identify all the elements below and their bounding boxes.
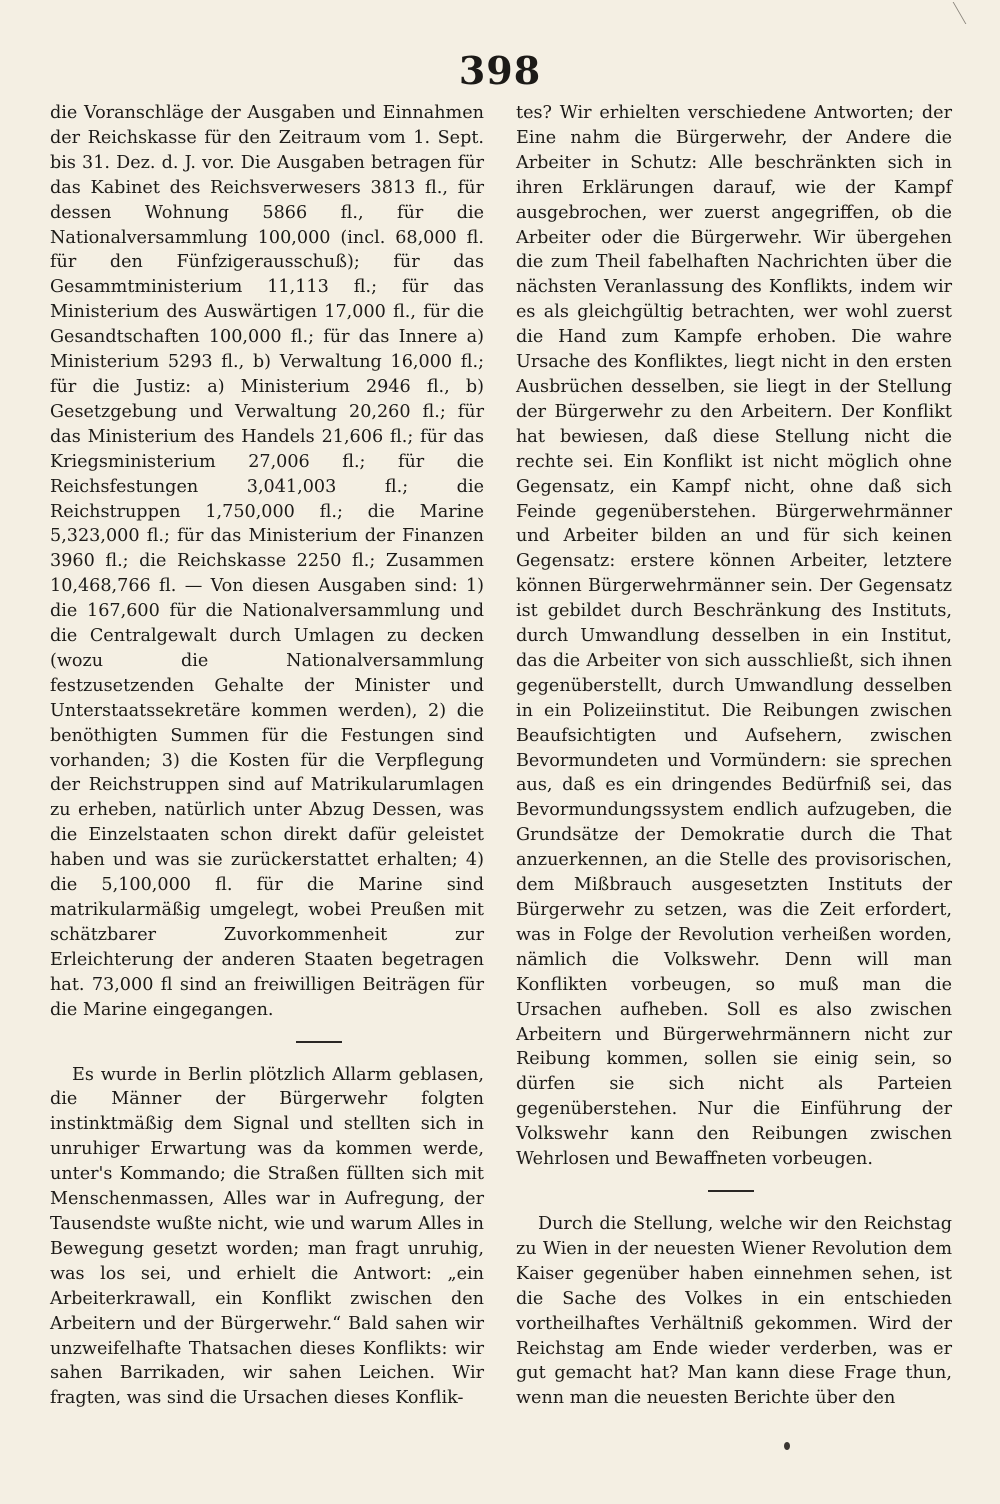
- section-divider: [296, 1041, 342, 1043]
- paragraph-budget: die Voranschläge der Ausgaben und Einnahmen der Reichskasse für den Zeitraum vom 1. Sept. bis 31. Dez. d. J. vor. Die Ausgaben betragen für das Kabinet des Reichsverwesers 3813 fl., für dessen Wohnung 5866 fl., für die Nationalversammlung 100,000 (incl. 68,000 fl. für den Fünfzigerausschuß); für das Gesammtministerium 11,113 fl.; für das Ministerium des Auswärtigen 17,000 fl., für die Gesandtschaften 100,000 fl.; für das Innere a) Ministerium 5293 fl., b) Verwaltung 16,000 fl.; für die Justiz: a) Ministerium 2946 fl., b) Gesetzgebung und Verwaltung 20,260 fl.; für das Ministerium des Handels 21,606 fl.; für das Kriegsministerium 27,006 fl.; für die Reichsfestungen 3,041,003 fl.; die Reichstruppen 1,750,000 fl.; die Marine 5,323,000 fl.; für das Ministerium der Finanzen 3960 fl.; die Reichskasse 2250 fl.; Zusammen 10,468,766 fl. — Von diesen Ausgaben sind: 1) die 167,600 für die Nationalversammlung und die Centralgewalt durch Umlagen zu decken (wozu die Nationalversammlung festzusetzenden Gehalte der Minister und Unterstaatssekretäre kommen werden), 2) die benöthigten Summen für die Festungen sind vorhanden; 3) die Kosten für die Verpflegung der Reichstruppen sind auf Matrikularumlagen zu erheben, natürlich unter Abzug Dessen, was die Einzelstaaten schon direkt dafür geleistet haben und was sie zurückerstattet erhalten; 4) die 5,100,000 fl. für die Marine sind matrikularmäßig umgelegt, wobei Preußen mit schätzbarer Zuvorkommenheit zur Erleichterung der anderen Staaten begetragen hat. 73,000 fl sind an freiwilligen Beiträgen für die Marine eingegangen.: [50, 103, 484, 1020]
- paragraph-conflict-causes: tes? Wir erhielten verschiedene Antworten; der Eine nahm die Bürgerwehr, der Andere die Arbeiter in Schutz: Alle beschränkten sich in ihren Erklärungen darauf, wie der Kampf ausgebrochen, wer zuerst angegriffen, ob die Arbeiter oder die Bürgerwehr. Wir übergehen die zum Theil fabelhaften Nachrichten über die nächsten Veranlassung des Konflikts, indem wir es als gleichgültig betrachten, wer wohl zuerst die Hand zum Kampfe erhoben. Die wahre Ursache des Konfliktes, liegt nicht in den ersten Ausbrüchen desselben, sie liegt in der Stellung der Bürgerwehr zu den Arbeitern. Der Konflikt hat bewiesen, daß diese Stellung nicht die rechte sei. Ein Konflikt ist nicht möglich ohne Gegensatz, ein Kampf nicht, ohne daß sich Feinde gegenüberstehen. Bürgerwehrmänner und Arbeiter bilden an und für sich keinen Gegensatz: erstere können Arbeiter, letztere können Bürgerwehrmänner sein. Der Gegensatz ist gebildet durch Beschränkung des Instituts, durch Umwandlung desselben in ein Institut, das die Arbeiter von sich ausschließt, sich ihnen gegenüberstellt, durch Umwandlung desselben in ein Polizeiinstitut. Die Reibungen zwischen Beaufsichtigten und Aufsehern, zwischen Bevormundeten und Vormündern: sie sprechen aus, daß es ein dringendes Bedürfniß sei, das Bevormundungssystem endlich aufzugeben, die Grundsätze der Demokratie durch die That anzuerkennen, an die Stelle des provisorischen, dem Mißbrauch ausgesetzten Instituts der Bürgerwehr zu setzen, was die Zeit erfordert, was in Folge der Revolution verheißen worden, nämlich die Volkswehr. Denn will man Konflikten vorbeugen, so muß man die Ursachen aufheben. Soll es also zwischen Arbeitern und Bürgerwehrmännern nicht zur Reibung kommen, sollen sie einig sein, so dürfen sie sich nicht als Parteien gegenüberstehen. Nur die Einführung der Volkswehr kann den Reibungen zwischen Wehrlosen und Bewaffneten vorbeugen.: [516, 103, 952, 1170]
- paragraph-reichstag-wien: Durch die Stellung, welche wir den Reichstag zu Wien in der neuesten Wiener Revolution dem Kaiser gegenüber haben einnehmen sehen, ist die Sache des Volkes in ein entschieden vortheilhaftes Verhältniß gekommen. Wird der Reichstag am Ende wieder verderben, was er gut gemacht hat? Man kann diese Frage thun, wenn man die neuesten Berichte über den: [516, 1213, 952, 1409]
- corner-scratch-mark: [935, 2, 967, 24]
- paragraph-berlin-alarm: Es wurde in Berlin plötzlich Allarm geblasen, die Männer der Bürgerwehr folgten instinktmäßig dem Signal und stellten sich in unruhiger Erwartung was da kommen werde, unter's Kommando; die Straßen füllten sich mit Menschenmassen, Alles war in Aufregung, der Tausendste wußte nicht, wie und warum Alles in Bewegung gesetzt worden; man fragt unruhig, was los sei, und erhielt die Antwort: „ein Arbeiterkrawall, ein Konflikt zwischen den Arbeitern und der Bürgerwehr.“ Bald sahen wir unzweifelhafte Thatsachen dieses Konflikts: wir sahen Barrikaden, wir sahen Leichen. Wir fragten, was sind die Ursachen dieses Konflik-: [50, 1064, 484, 1409]
- right-column: [516, 101, 952, 1411]
- section-divider: [708, 1190, 754, 1192]
- left-column: [50, 101, 484, 1411]
- page-number: 398: [458, 48, 542, 93]
- ink-spot: [784, 1442, 790, 1450]
